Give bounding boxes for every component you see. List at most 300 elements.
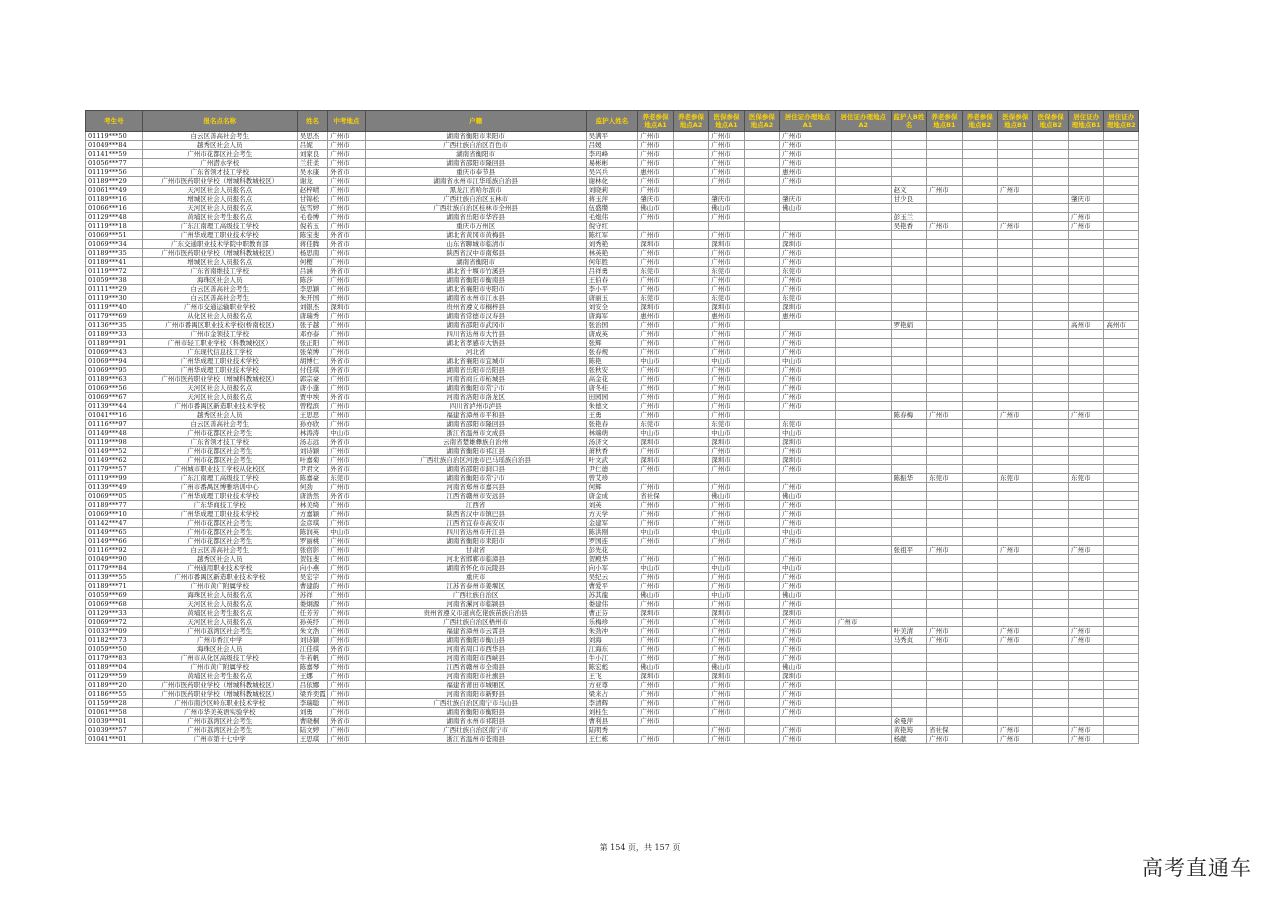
- table-cell: 广州市: [638, 375, 673, 384]
- table-cell: 江西省: [365, 501, 586, 510]
- table-cell: 外省市: [328, 267, 365, 276]
- table-row: [86, 699, 1139, 708]
- table-cell: 唐成英: [586, 330, 638, 339]
- table-cell: 广州市: [328, 375, 365, 384]
- table-cell: [1068, 240, 1103, 249]
- table-cell: 刘海: [586, 636, 638, 645]
- table-cell: [744, 510, 779, 519]
- table-cell: 广州市: [780, 339, 836, 348]
- table-cell: 福建省莆田市城厢区: [365, 681, 586, 690]
- table-cell: 吴兴兵: [586, 168, 638, 177]
- table-cell: [962, 555, 997, 564]
- table-cell: 王思琪: [297, 735, 327, 744]
- table-cell: [927, 168, 962, 177]
- table-cell: [998, 294, 1033, 303]
- table-cell: [835, 294, 891, 303]
- table-cell: [673, 339, 708, 348]
- table-cell: 01119***72: [86, 267, 143, 276]
- table-cell: [1104, 384, 1139, 393]
- table-cell: 广州市: [638, 465, 673, 474]
- table-cell: [835, 708, 891, 717]
- table-cell: 东莞市: [638, 267, 673, 276]
- table-cell: 李玛峰: [586, 150, 638, 159]
- table-cell: 广州市: [638, 708, 673, 717]
- table-cell: 贾中埃: [297, 393, 327, 402]
- table-cell: [1104, 213, 1139, 222]
- table-cell: 广州市: [328, 573, 365, 582]
- table-cell: 马秀贞: [891, 636, 926, 645]
- table-cell: 广州市医药职业学校（增城科教城校区）: [142, 249, 297, 258]
- table-cell: [962, 240, 997, 249]
- table-row: [86, 690, 1139, 699]
- table-cell: 广州市: [709, 159, 744, 168]
- table-cell: 吕祥勇: [586, 267, 638, 276]
- table-cell: 东莞市: [998, 474, 1033, 483]
- table-cell: [1068, 537, 1103, 546]
- table-cell: 林端萌: [586, 429, 638, 438]
- table-cell: [1033, 294, 1068, 303]
- table-row: [86, 501, 1139, 510]
- table-cell: [962, 303, 997, 312]
- table-cell: 广州市: [638, 636, 673, 645]
- table-cell: 广州市: [328, 150, 365, 159]
- table-cell: [891, 456, 926, 465]
- table-cell: 广州市: [638, 411, 673, 420]
- table-cell: [744, 384, 779, 393]
- table-cell: 易彬彬: [586, 159, 638, 168]
- table-cell: [1033, 681, 1068, 690]
- table-cell: 张祖平: [891, 546, 926, 555]
- table-cell: 广州市华美英语实验学校: [142, 708, 297, 717]
- table-cell: 广西壮族自治区: [365, 591, 586, 600]
- table-cell: 外省市: [328, 438, 365, 447]
- table-cell: 广州市: [1068, 735, 1103, 744]
- table-cell: 广州市: [780, 465, 836, 474]
- table-cell: 广州城市职业技工学校从化校区: [142, 465, 297, 474]
- table-cell: 任芳芳: [297, 609, 327, 618]
- table-cell: [1068, 564, 1103, 573]
- table-cell: [962, 285, 997, 294]
- table-cell: 广州市第十七中学: [142, 735, 297, 744]
- table-row: [86, 681, 1139, 690]
- table-cell: 01119***99: [86, 474, 143, 483]
- table-cell: 陈春梅: [891, 411, 926, 420]
- table-cell: 广州市: [709, 699, 744, 708]
- table-cell: [1104, 726, 1139, 735]
- table-cell: 增城区社会人员报名点: [142, 195, 297, 204]
- table-cell: [673, 321, 708, 330]
- table-cell: [709, 474, 744, 483]
- table-cell: 深圳市: [638, 609, 673, 618]
- table-cell: [891, 600, 926, 609]
- table-cell: 广州市: [780, 276, 836, 285]
- table-cell: 01041***01: [86, 735, 143, 744]
- table-cell: 01189***77: [86, 501, 143, 510]
- table-cell: 李清辉: [586, 699, 638, 708]
- table-cell: 广州市: [328, 447, 365, 456]
- table-cell: [962, 375, 997, 384]
- table-cell: 01119***40: [86, 303, 143, 312]
- table-cell: [891, 141, 926, 150]
- table-cell: [1033, 573, 1068, 582]
- table-cell: 广州市: [998, 411, 1033, 420]
- column-header: 考生号: [86, 111, 143, 132]
- table-cell: 01149***48: [86, 429, 143, 438]
- table-cell: [673, 510, 708, 519]
- table-row: [86, 636, 1139, 645]
- table-cell: [744, 663, 779, 672]
- table-cell: 广东省南维技工学校: [142, 267, 297, 276]
- table-cell: [962, 312, 997, 321]
- table-cell: 广州市: [709, 393, 744, 402]
- table-cell: [673, 654, 708, 663]
- table-row: [86, 474, 1139, 483]
- table-cell: [1068, 393, 1103, 402]
- table-cell: [962, 168, 997, 177]
- table-cell: [962, 591, 997, 600]
- table-cell: [1104, 537, 1139, 546]
- table-row: [86, 312, 1139, 321]
- table-cell: 广州市: [328, 519, 365, 528]
- table-cell: [962, 159, 997, 168]
- table-cell: [835, 609, 891, 618]
- table-cell: [835, 384, 891, 393]
- table-cell: [1033, 582, 1068, 591]
- table-cell: [998, 285, 1033, 294]
- table-cell: [835, 213, 891, 222]
- table-cell: 广州市: [328, 159, 365, 168]
- table-cell: 杨思南: [297, 249, 327, 258]
- table-cell: [1104, 339, 1139, 348]
- table-cell: 广州市: [328, 312, 365, 321]
- table-cell: 01119***50: [86, 132, 143, 141]
- table-cell: 深圳市: [709, 672, 744, 681]
- table-cell: 唐小蓬: [297, 384, 327, 393]
- table-row: [86, 645, 1139, 654]
- table-cell: [891, 438, 926, 447]
- table-cell: [638, 474, 673, 483]
- table-cell: [927, 312, 962, 321]
- table-cell: 广西壮族自治区南宁市: [365, 726, 586, 735]
- table-cell: [780, 213, 836, 222]
- table-cell: [673, 330, 708, 339]
- table-cell: 广州市黄广附属学校: [142, 582, 297, 591]
- table-cell: [891, 708, 926, 717]
- table-cell: [744, 654, 779, 663]
- table-cell: [1033, 357, 1068, 366]
- table-cell: [891, 420, 926, 429]
- table-cell: [962, 222, 997, 231]
- table-cell: 杨献: [891, 735, 926, 744]
- table-cell: [1104, 699, 1139, 708]
- table-cell: [998, 492, 1033, 501]
- table-row: [86, 447, 1139, 456]
- column-header: 医保参保地点A1: [709, 111, 744, 132]
- table-cell: [962, 708, 997, 717]
- table-cell: [673, 375, 708, 384]
- table-cell: [1068, 294, 1103, 303]
- table-cell: 广州市番禺区新造职业技术学校: [142, 573, 297, 582]
- table-cell: [1068, 510, 1103, 519]
- table-cell: [744, 681, 779, 690]
- table-cell: 深圳市: [638, 456, 673, 465]
- table-cell: [1104, 663, 1139, 672]
- table-cell: [835, 600, 891, 609]
- table-cell: [1104, 591, 1139, 600]
- table-row: [86, 222, 1139, 231]
- table-cell: 甘少良: [891, 195, 926, 204]
- table-cell: 梁乔奕霞: [297, 690, 327, 699]
- table-cell: 方天学: [586, 510, 638, 519]
- table-cell: [962, 537, 997, 546]
- table-cell: 佛山市: [780, 204, 836, 213]
- table-cell: 广州市: [328, 654, 365, 663]
- table-cell: [891, 654, 926, 663]
- table-cell: [835, 537, 891, 546]
- table-cell: [835, 591, 891, 600]
- table-cell: [673, 258, 708, 267]
- table-cell: 广州市: [328, 555, 365, 564]
- table-cell: 湖南省邵阳市隆回县: [365, 159, 586, 168]
- table-cell: 广州市: [780, 384, 836, 393]
- table-cell: [962, 186, 997, 195]
- table-cell: 浙江省温州市文成县: [365, 429, 586, 438]
- table-cell: [962, 654, 997, 663]
- table-cell: [962, 645, 997, 654]
- table-cell: [673, 600, 708, 609]
- table-cell: 浙江省温州市苍南县: [365, 735, 586, 744]
- table-cell: 广州市: [780, 537, 836, 546]
- table-cell: [1104, 267, 1139, 276]
- table-cell: [673, 645, 708, 654]
- table-cell: [744, 222, 779, 231]
- table-cell: [744, 339, 779, 348]
- table-cell: 01139***44: [86, 402, 143, 411]
- table-cell: [891, 429, 926, 438]
- table-cell: [1068, 681, 1103, 690]
- table-cell: 广州市: [780, 501, 836, 510]
- table-row: [86, 132, 1139, 141]
- table-cell: 广州市: [709, 150, 744, 159]
- table-cell: [962, 483, 997, 492]
- table-cell: [962, 249, 997, 258]
- table-cell: [1033, 231, 1068, 240]
- table-cell: [891, 501, 926, 510]
- table-cell: [1104, 510, 1139, 519]
- table-cell: [673, 240, 708, 249]
- table-cell: [1104, 672, 1139, 681]
- table-cell: [891, 267, 926, 276]
- table-cell: 广州市: [780, 375, 836, 384]
- table-cell: [998, 321, 1033, 330]
- table-row: [86, 465, 1139, 474]
- table-cell: [1033, 213, 1068, 222]
- table-row: [86, 348, 1139, 357]
- table-cell: 广州市: [780, 519, 836, 528]
- table-cell: [1104, 708, 1139, 717]
- table-cell: 刘诗颖: [297, 636, 327, 645]
- table-cell: 增城区社会人员报名点: [142, 258, 297, 267]
- table-cell: [1068, 303, 1103, 312]
- table-cell: [1033, 393, 1068, 402]
- table-cell: [835, 717, 891, 726]
- table-cell: 唐瑞秀: [297, 312, 327, 321]
- table-cell: [1068, 663, 1103, 672]
- table-cell: [927, 537, 962, 546]
- table-cell: 陆文婷: [297, 726, 327, 735]
- table-cell: [1068, 717, 1103, 726]
- table-cell: 广州市: [780, 582, 836, 591]
- table-cell: [1033, 735, 1068, 744]
- table-cell: [927, 294, 962, 303]
- table-cell: 东莞市: [780, 420, 836, 429]
- table-cell: [998, 501, 1033, 510]
- table-cell: [998, 591, 1033, 600]
- table-cell: [1104, 411, 1139, 420]
- table-row: [86, 204, 1139, 213]
- table-cell: 01189***71: [86, 582, 143, 591]
- table-cell: [1033, 330, 1068, 339]
- table-cell: [744, 591, 779, 600]
- table-cell: [998, 312, 1033, 321]
- table-cell: 广州市医药职业学校（增城科教城校区）: [142, 681, 297, 690]
- table-cell: 郭宗豪: [297, 375, 327, 384]
- table-cell: 朱开国: [297, 294, 327, 303]
- table-cell: [891, 366, 926, 375]
- table-cell: 01189***20: [86, 681, 143, 690]
- table-cell: 广州市: [780, 447, 836, 456]
- table-cell: [1033, 177, 1068, 186]
- table-cell: [744, 150, 779, 159]
- table-cell: 倪守红: [586, 222, 638, 231]
- table-cell: [673, 546, 708, 555]
- table-cell: 广州市: [709, 366, 744, 375]
- table-cell: 中山市: [638, 528, 673, 537]
- table-cell: [962, 627, 997, 636]
- table-cell: [835, 402, 891, 411]
- table-cell: [744, 456, 779, 465]
- table-cell: [927, 654, 962, 663]
- table-cell: 广州市: [709, 339, 744, 348]
- table-cell: 广州市: [328, 321, 365, 330]
- table-cell: 东莞市: [638, 294, 673, 303]
- table-cell: [891, 258, 926, 267]
- table-cell: 方亚尊: [586, 681, 638, 690]
- table-cell: [1033, 672, 1068, 681]
- table-cell: [835, 573, 891, 582]
- table-cell: 湖南省岳阳市岳阳县: [365, 366, 586, 375]
- table-cell: [673, 276, 708, 285]
- table-cell: 黄埔区社会考生报名点: [142, 213, 297, 222]
- table-cell: 河北省邯郸市临漳县: [365, 555, 586, 564]
- table-cell: 广州通用职业技术学校: [142, 564, 297, 573]
- table-cell: [744, 465, 779, 474]
- table-cell: [962, 564, 997, 573]
- table-cell: 广州市: [638, 393, 673, 402]
- table-cell: 广州市: [638, 582, 673, 591]
- table-cell: [1068, 465, 1103, 474]
- table-cell: [891, 357, 926, 366]
- table-cell: 广州市花都区社会考生: [142, 456, 297, 465]
- table-cell: 深圳市: [709, 609, 744, 618]
- table-cell: 01069***56: [86, 384, 143, 393]
- table-cell: 王娜: [297, 672, 327, 681]
- table-cell: [891, 330, 926, 339]
- table-cell: [998, 717, 1033, 726]
- table-cell: [1068, 591, 1103, 600]
- table-cell: 刘勇: [297, 708, 327, 717]
- table-cell: 01033***09: [86, 627, 143, 636]
- table-cell: [927, 681, 962, 690]
- table-cell: 广州市: [638, 186, 673, 195]
- table-row: [86, 528, 1139, 537]
- table-cell: [744, 204, 779, 213]
- table-cell: 广州市医药职业学校（增城科教城校区）: [142, 177, 297, 186]
- table-row: [86, 600, 1139, 609]
- table-cell: 广州市花都区社会考生: [142, 537, 297, 546]
- table-cell: 广州市荔湾区社会考生: [142, 627, 297, 636]
- table-cell: 乐梅珍: [586, 618, 638, 627]
- table-cell: 湖南省怀化市沅陵县: [365, 564, 586, 573]
- table-cell: 广州市: [780, 132, 836, 141]
- table-cell: 肇庆市: [709, 195, 744, 204]
- table-cell: 广州市: [709, 690, 744, 699]
- table-cell: 01136***35: [86, 321, 143, 330]
- table-cell: [835, 321, 891, 330]
- table-cell: 广西壮族自治区百色市: [365, 141, 586, 150]
- table-cell: 陈振华: [891, 474, 926, 483]
- table-cell: [835, 726, 891, 735]
- table-cell: [998, 177, 1033, 186]
- table-cell: [962, 600, 997, 609]
- table-cell: [1033, 258, 1068, 267]
- table-cell: 叶文武: [586, 456, 638, 465]
- table-cell: 01041***16: [86, 411, 143, 420]
- table-cell: [998, 672, 1033, 681]
- table-cell: 01139***55: [86, 573, 143, 582]
- table-cell: [1104, 168, 1139, 177]
- table-cell: [780, 411, 836, 420]
- table-cell: 刘家良: [297, 150, 327, 159]
- table-row: [86, 213, 1139, 222]
- table-cell: 黄艳筠: [891, 726, 926, 735]
- table-cell: [962, 420, 997, 429]
- table-cell: [1104, 546, 1139, 555]
- table-cell: [1033, 222, 1068, 231]
- table-cell: [891, 339, 926, 348]
- table-cell: 越秀区社会人员: [142, 141, 297, 150]
- table-cell: [744, 699, 779, 708]
- table-row: [86, 429, 1139, 438]
- table-cell: 东莞市: [780, 294, 836, 303]
- table-body: [86, 132, 1139, 744]
- table-cell: [835, 258, 891, 267]
- table-cell: 江西省赣州市全南县: [365, 663, 586, 672]
- table-cell: [1104, 681, 1139, 690]
- table-cell: [1068, 339, 1103, 348]
- table-cell: 金建军: [586, 519, 638, 528]
- table-cell: 外省市: [328, 168, 365, 177]
- table-cell: 01189***04: [86, 663, 143, 672]
- table-cell: [673, 564, 708, 573]
- table-cell: 河南省南阳市西峡县: [365, 654, 586, 663]
- table-cell: [1104, 528, 1139, 537]
- table-cell: 01069***05: [86, 492, 143, 501]
- table-cell: 广州市: [638, 537, 673, 546]
- table-cell: [835, 330, 891, 339]
- table-cell: [673, 717, 708, 726]
- table-cell: [780, 186, 836, 195]
